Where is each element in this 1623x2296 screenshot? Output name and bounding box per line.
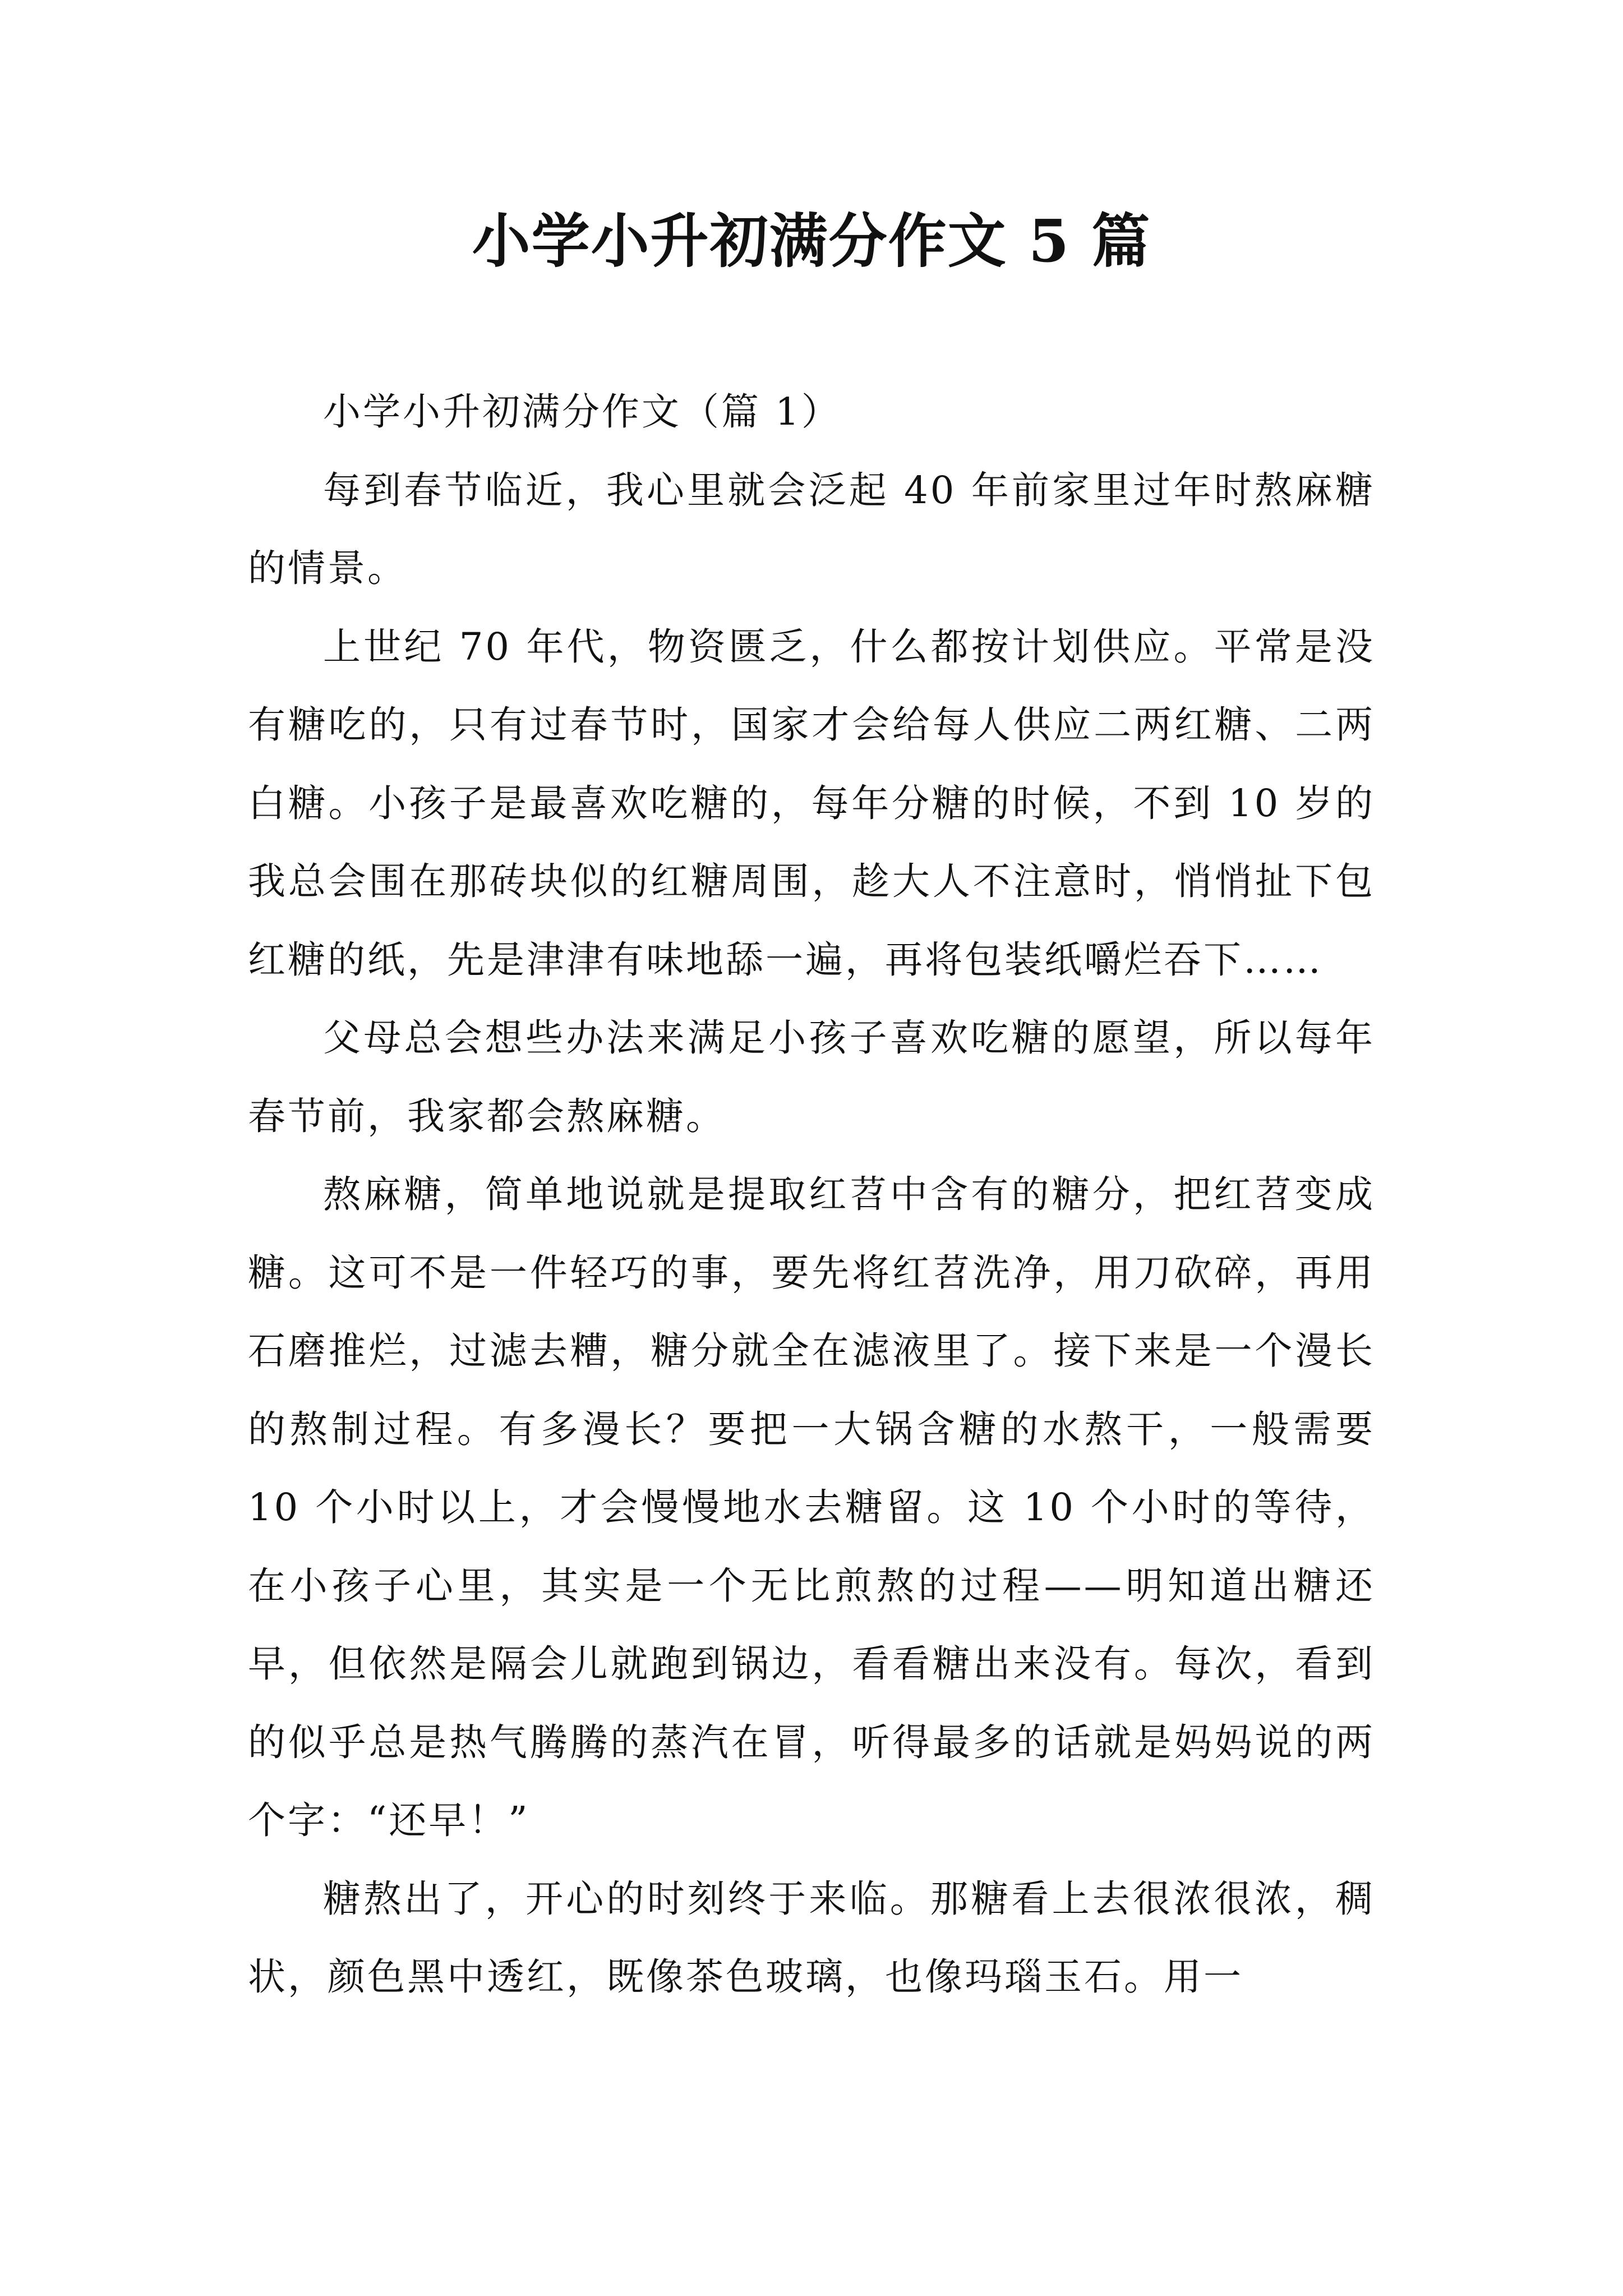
essay-subtitle: 小学小升初满分作文（篇 1）: [323, 390, 841, 434]
paragraph: 熬麻糖，简单地说就是提取红苕中含有的糖分，把红苕变成糖。这可不是一件轻巧的事，要先将红苕洗净，用刀砍碎，再用石磨推烂，过滤去糟，糖分就全在滤液里了。接下来是一个漫长的熬制过程。有多漫长？要把一大锅含糖的水熬干，一般需要 10 个小时以上，才会慢慢地水去糖留。这 10 个小时的等待，在小孩子心里，其实是一个无比煎熬的过程——明知道出糖还早，但依然是隔会儿就跑到锅边，看看糖出来没有。每次，看到的似乎总是热气腾腾的蒸汽在冒，听得最多的话就是妈妈说的两个字：“还早！”: [248, 1172, 1375, 1842]
paragraph: 父母总会想些办法来满足小孩子喜欢吃糖的愿望，所以每年春节前，我家都会熬麻糖。: [248, 1016, 1375, 1138]
document-body: [248, 373, 1375, 2017]
document-title: 小学小升初满分作文 5 篇: [472, 206, 1151, 275]
paragraph: 上世纪 70 年代，物资匮乏，什么都按计划供应。平常是没有糖吃的，只有过春节时，国家才会给每人供应二两红糖、二两白糖。小孩子是最喜欢吃糖的，每年分糖的时候，不到 10 岁的我总会围在那砖块似的红糖周围，趁大人不注意时，悄悄扯下包红糖的纸，先是津津有味地舔一遍，再将包装纸嚼烂吞下……: [248, 624, 1375, 982]
paragraph: 糖熬出了，开心的时刻终于来临。那糖看上去很浓很浓，稠状，颜色黑中透红，既像茶色玻璃，也像玛瑙玉石。用一: [248, 1876, 1375, 1999]
paragraph: 每到春节临近，我心里就会泛起 40 年前家里过年时熬麻糖的情景。: [248, 468, 1375, 590]
